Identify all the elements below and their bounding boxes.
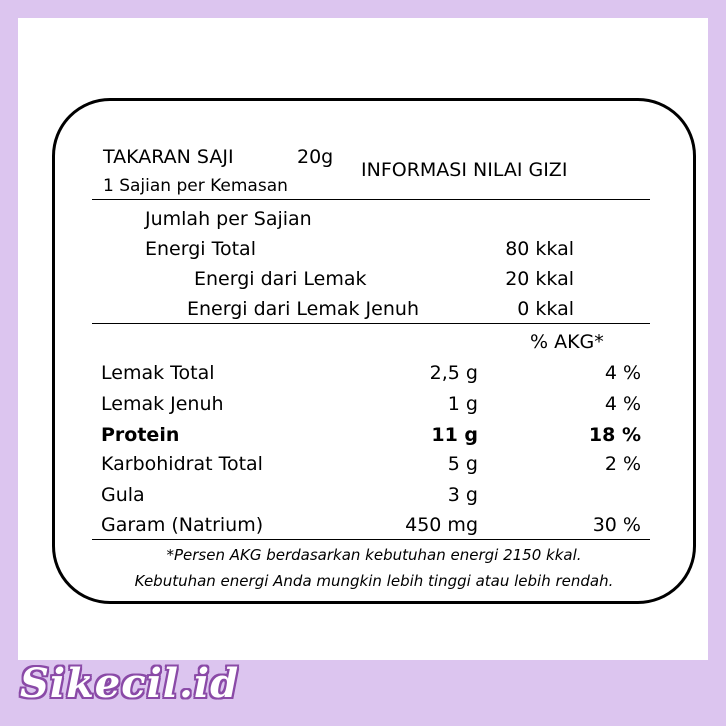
nutrient-label: Gula — [101, 484, 145, 506]
energy-row-value: 0 kkal — [517, 298, 574, 320]
divider-header — [92, 199, 650, 200]
nutrient-amount: 3 g — [447, 484, 478, 506]
footnote-line: Kebutuhan energi Anda mungkin lebih tinggi atau lebih rendah. — [134, 572, 614, 590]
nutrient-akg: 30 % — [592, 514, 641, 536]
nutrient-label: Garam (Natrium) — [101, 514, 264, 536]
nutrient-akg: 2 % — [604, 453, 641, 475]
footnote-line: *Persen AKG berdasarkan kebutuhan energi 2150 kkal. — [166, 546, 582, 564]
energy-row-value: 80 kkal — [505, 238, 574, 260]
nutrient-akg: 4 % — [604, 393, 641, 415]
brand-watermark: Sikecil.id — [20, 660, 240, 707]
nutrient-amount: 1 g — [447, 393, 478, 415]
nutrient-amount: 450 mg — [405, 514, 478, 536]
nutrient-label: Karbohidrat Total — [101, 453, 263, 475]
servings-per-pack: 1 Sajian per Kemasan — [103, 176, 288, 196]
nutrient-akg: 18 % — [588, 424, 641, 446]
nutrient-amount: 5 g — [447, 453, 478, 475]
per-serving-label: Jumlah per Sajian — [145, 208, 312, 230]
label-title: INFORMASI NILAI GIZI — [361, 159, 568, 181]
nutrient-akg: 4 % — [604, 362, 641, 384]
divider-nutrients — [92, 539, 650, 540]
energy-row-value: 20 kkal — [505, 268, 574, 290]
akg-header: % AKG* — [530, 331, 604, 353]
energy-row-label: Energi dari Lemak — [194, 268, 367, 290]
divider-energy — [92, 323, 650, 324]
serving-size-label: TAKARAN SAJI — [103, 146, 234, 168]
nutrient-label: Lemak Total — [101, 362, 215, 384]
nutrient-amount: 2,5 g — [429, 362, 478, 384]
nutrient-label: Lemak Jenuh — [101, 393, 224, 415]
energy-row-label: Energi dari Lemak Jenuh — [187, 298, 419, 320]
energy-row-label: Energi Total — [145, 238, 256, 260]
serving-size-value: 20g — [297, 146, 334, 168]
nutrient-label: Protein — [101, 424, 180, 446]
nutrient-amount: 11 g — [431, 424, 478, 446]
